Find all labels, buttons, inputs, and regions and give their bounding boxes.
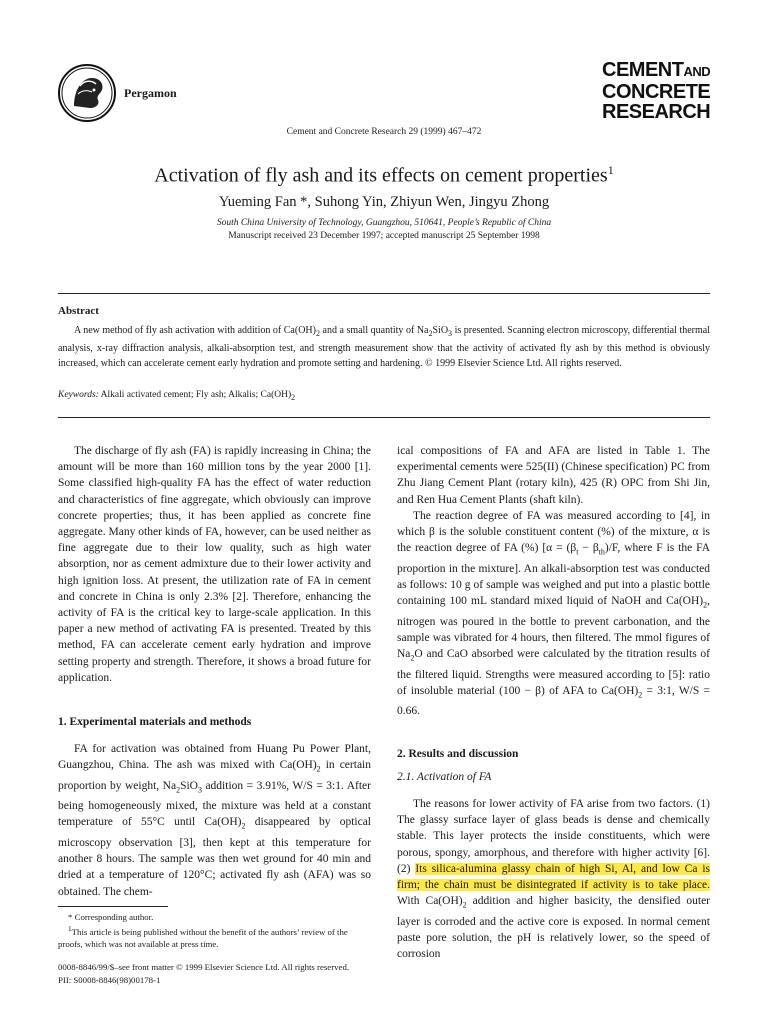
- pergamon-head-icon: [60, 66, 114, 120]
- title-text: Activation of fly ash and its effects on cement properties: [154, 164, 608, 187]
- materials-paragraph: ical compositions of FA and AFA are listed in Table 1. The experimental cements were 525(II) (Chinese specification) PC from Zhu Jiang Cement Plant (rotary kiln), 425 (R) OPC from Shi Jin, and Ren Hua Cement Plants (shaft kiln).: [397, 445, 710, 506]
- section-2-1-heading: 2.1. Activation of FA: [397, 771, 492, 783]
- footnotes: [58, 911, 371, 950]
- pii-line: PII: S0008-8846(98)00178-1: [58, 975, 161, 985]
- column-left: [58, 443, 371, 686]
- author-list: Yueming Fan *, Suhong Yin, Zhiyun Wen, Jingyu Zhong: [218, 194, 550, 210]
- affiliation: South China University of Technology, Guangzhou, 510641, People’s Republic of China: [216, 218, 552, 228]
- journal-logo-line3: RESEARCH: [602, 101, 711, 123]
- abstract-bottom-rule: [58, 417, 710, 418]
- journal-logo-and: AND: [683, 64, 711, 79]
- journal-logo: [602, 60, 710, 122]
- column-right: [397, 443, 710, 719]
- manuscript-dates: Manuscript received 23 December 1997; accepted manuscript 25 September 1998: [228, 231, 540, 241]
- activation-text: The reasons for lower activity of FA arise from two factors. (1) The glassy surface layer of glass beads is dense and chemically stable. This layer protects the inside constituents, which were porous, spongy, amorphous, and therefore with higher activity [6]. (2) Its silica-alumina glassy chain of high Si, Al, and low Ca is firm; the chain must be disintegrated if activity is to take place. With $Ca(OH)_2$ addition and higher basicity, the densified outer layer is corroded and the active core is exposed. In normal cement paste pore solution, the pH is relatively lower, so the speed of corrosion: [397, 798, 711, 961]
- abstract-heading: Abstract: [58, 305, 99, 317]
- publisher-logo: [58, 64, 116, 122]
- footnote-rule: [58, 906, 168, 907]
- highlighted-passage: Its silica-alumina glassy chain of high Si, Al, and low Ca is firm; the chain must be disintegrated if activity is to take place.: [397, 862, 710, 892]
- journal-logo-line2: CONCRETE: [602, 81, 711, 103]
- section-1-text: FA for activation was obtained from Huang Pu Power Plant, Guangzhou, China. The ash was mixed with $Ca(OH)_2$ in certain proportion by weight, $Na_2SiO_3$ addition = 3.91%, W/S = 3:1. After being homogeneously mixed, the mixture was held at a constant temperature of 55°C until $Ca(OH)_2$ disappeared by optical microscopy observation [3], then kept at this temperature for another 8 hours. The sample was then wet ground for 40 min and dried at a temperature of 120°C; activated fly ash (AFA) was so obtained. The chem-: [58, 743, 372, 898]
- methods-paragraph: The reaction degree of FA was measured according to [4], in which β is the soluble constituent content (%) of the mixture, α is the reaction degree of FA (%) [$\alpha = (\beta_t - \beta_{th})/F$, where F is the FA proportion in the mixture]. An alkali-absorption test was conducted as follows: 10 g of sample was weighed and put into a plastic bottle containing 100 mL standard mixed liquid of NaOH and $Ca(OH)_2$, nitrogen was poured in the bottle to prevent carbonation, and the sample was vibrated for 4 hours, then filtered. The mmol figures of $Na_2O$ and CaO absorbed were calculated by the titration results of the filtered liquid. Strengths were measured according to [5]: ratio of insoluble material (100 − β) of AFA to $Ca(OH)_2$ = 3:1, W/S = 0.66.: [397, 509, 710, 718]
- section-1-heading: 1. Experimental materials and methods: [58, 716, 252, 728]
- section-2-heading: 2. Results and discussion: [397, 748, 519, 760]
- abstract-top-rule: [58, 293, 710, 294]
- keywords: Keywords: Alkali activated cement; Fly ash; Alkalis; $Ca(OH)_2$: [58, 390, 296, 402]
- publisher-name: Pergamon: [124, 86, 177, 100]
- title-footnote-marker: 1: [607, 163, 614, 177]
- journal-logo-line1: CEMENT: [602, 59, 684, 81]
- copyright-line: 0008-8846/99/$–see front matter © 1999 Elsevier Science Ltd. All rights reserved.: [58, 962, 350, 972]
- footer-info: [58, 961, 349, 987]
- corresponding-author-note: * Corresponding author.: [68, 912, 154, 922]
- article-title: [0, 163, 768, 188]
- abstract-text: A new method of fly ash activation with addition of $Ca(OH)_2$ and a small quantity of $Na_2SiO_3$ is presented. Scanning electron microscopy, differential thermal analysis, x-ray diffraction analysis, alkali-absorption test, and strength measurement show that the activity of activated fly ash by this method is obviously increased, which can accelerate cement early hydration and promote setting and hardening. © 1999 Elsevier Science Ltd. All rights reserved.: [58, 325, 710, 369]
- intro-paragraph: The discharge of fly ash (FA) is rapidly increasing in China; the amount will be more than 160 million tons by the year 2000 [1]. Some classified high-quality FA has the effect of water reduction and characteristics of fine aggregate, which obviously can improve concrete properties; thus, it has been applied as concrete fine aggregate. Many other kinds of FA, however, can be used neither as fine aggregate due to their low quality, such as high water absorption, nor as cement admixture due to their lower activity and high ignition loss. At present, the utilization rate of FA in cement and concrete in China is only 2.3% [2]. Therefore, enhancing the activity of FA is the critical key to large-scale application. In this paper a new method of activating FA is presented. Treated by this method, FA can accelerate cement early hydration and improve setting property and strength. Therefore, it shows a broad future for application.: [58, 445, 371, 684]
- review-note: $^1$This article is being published without the benefit of the authors’ review of the proofs, which was not available at press time.: [58, 924, 348, 949]
- journal-citation: Cement and Concrete Research 29 (1999) 467–472: [286, 127, 482, 137]
